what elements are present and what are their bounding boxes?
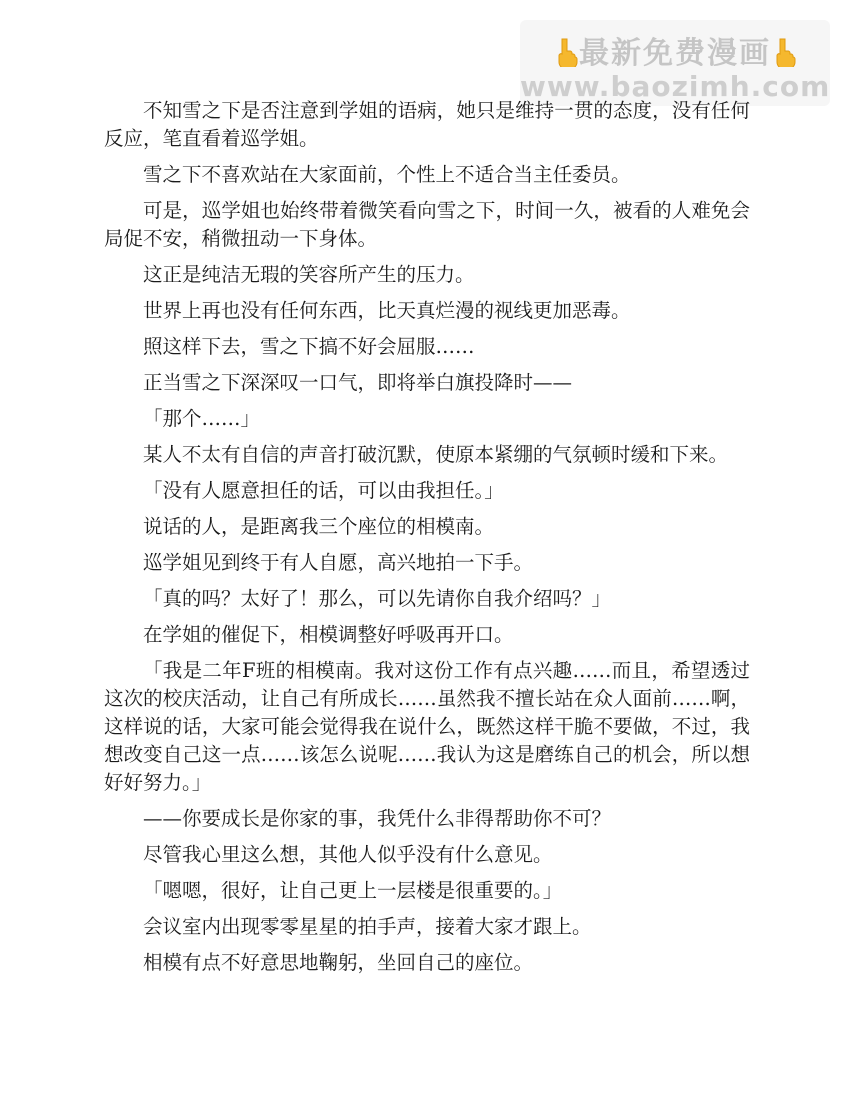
paragraph: 雪之下不喜欢站在大家面前，个性上不适合当主任委员。 — [143, 163, 631, 186]
paragraph: 巡学姐见到终于有人自愿，高兴地拍一下手。 — [143, 551, 534, 574]
watermark-title-row — [520, 28, 830, 72]
paragraph: 尽管我心里这么想，其他人似乎没有什么意见。 — [143, 843, 553, 866]
paragraph: 在学姐的催促下，相模调整好呼吸再开口。 — [143, 623, 514, 646]
watermark-url: www.baozimh.com — [520, 70, 831, 103]
watermark — [520, 20, 830, 106]
paragraph: 不知雪之下是否注意到学姐的语病，她只是维持一贯的态度，没有任何反应，笔直看着巡学姐。 — [104, 99, 750, 150]
paragraph: 「没有人愿意担任的话，可以由我担任。」 — [143, 479, 504, 502]
paragraph: ——你要成长是你家的事，我凭什么非得帮助你不可？ — [143, 807, 612, 830]
pointing-down-hand-icon — [553, 37, 579, 67]
paragraph: 世界上再也没有任何东西，比天真烂漫的视线更加恶毒。 — [143, 299, 631, 322]
paragraph: 会议室内出现零零星星的拍手声，接着大家才跟上。 — [143, 915, 592, 938]
paragraph: 「那个……」 — [143, 407, 261, 430]
document-body — [104, 97, 750, 985]
paragraph: 照这样下去，雪之下搞不好会屈服…… — [143, 335, 475, 358]
paragraph: 某人不太有自信的声音打破沉默，使原本紧绷的气氛顿时缓和下来。 — [143, 443, 729, 466]
paragraph: 正当雪之下深深叹一口气，即将举白旗投降时—— — [143, 371, 573, 394]
paragraph: 「嗯嗯，很好，让自己更上一层楼是很重要的。」 — [143, 879, 563, 902]
pointing-down-hand-icon — [771, 37, 797, 67]
watermark-title: 最新免费漫画 — [579, 36, 771, 71]
paragraph: 这正是纯洁无瑕的笑容所产生的压力。 — [143, 263, 475, 286]
paragraph: 「真的吗？太好了！那么，可以先请你自我介绍吗？」 — [143, 587, 612, 610]
paragraph: 说话的人，是距离我三个座位的相模南。 — [143, 515, 495, 538]
paragraph: 相模有点不好意思地鞠躬，坐回自己的座位。 — [143, 951, 534, 974]
paragraph: 「我是二年F班的相模南。我对这份工作有点兴趣……而且，希望透过这次的校庆活动，让自己有所成长……虽然我不擅长站在众人面前……啊，这样说的话，大家可能会觉得我在说什么，既然这样干脆不要做，不过，我想改变自己这一点……该怎么说呢……我认为这是磨练自己的机会，所以想好好努力。」 — [104, 659, 750, 794]
paragraph: 可是，巡学姐也始终带着微笑看向雪之下，时间一久，被看的人难免会局促不安，稍微扭动一下身体。 — [104, 199, 750, 250]
